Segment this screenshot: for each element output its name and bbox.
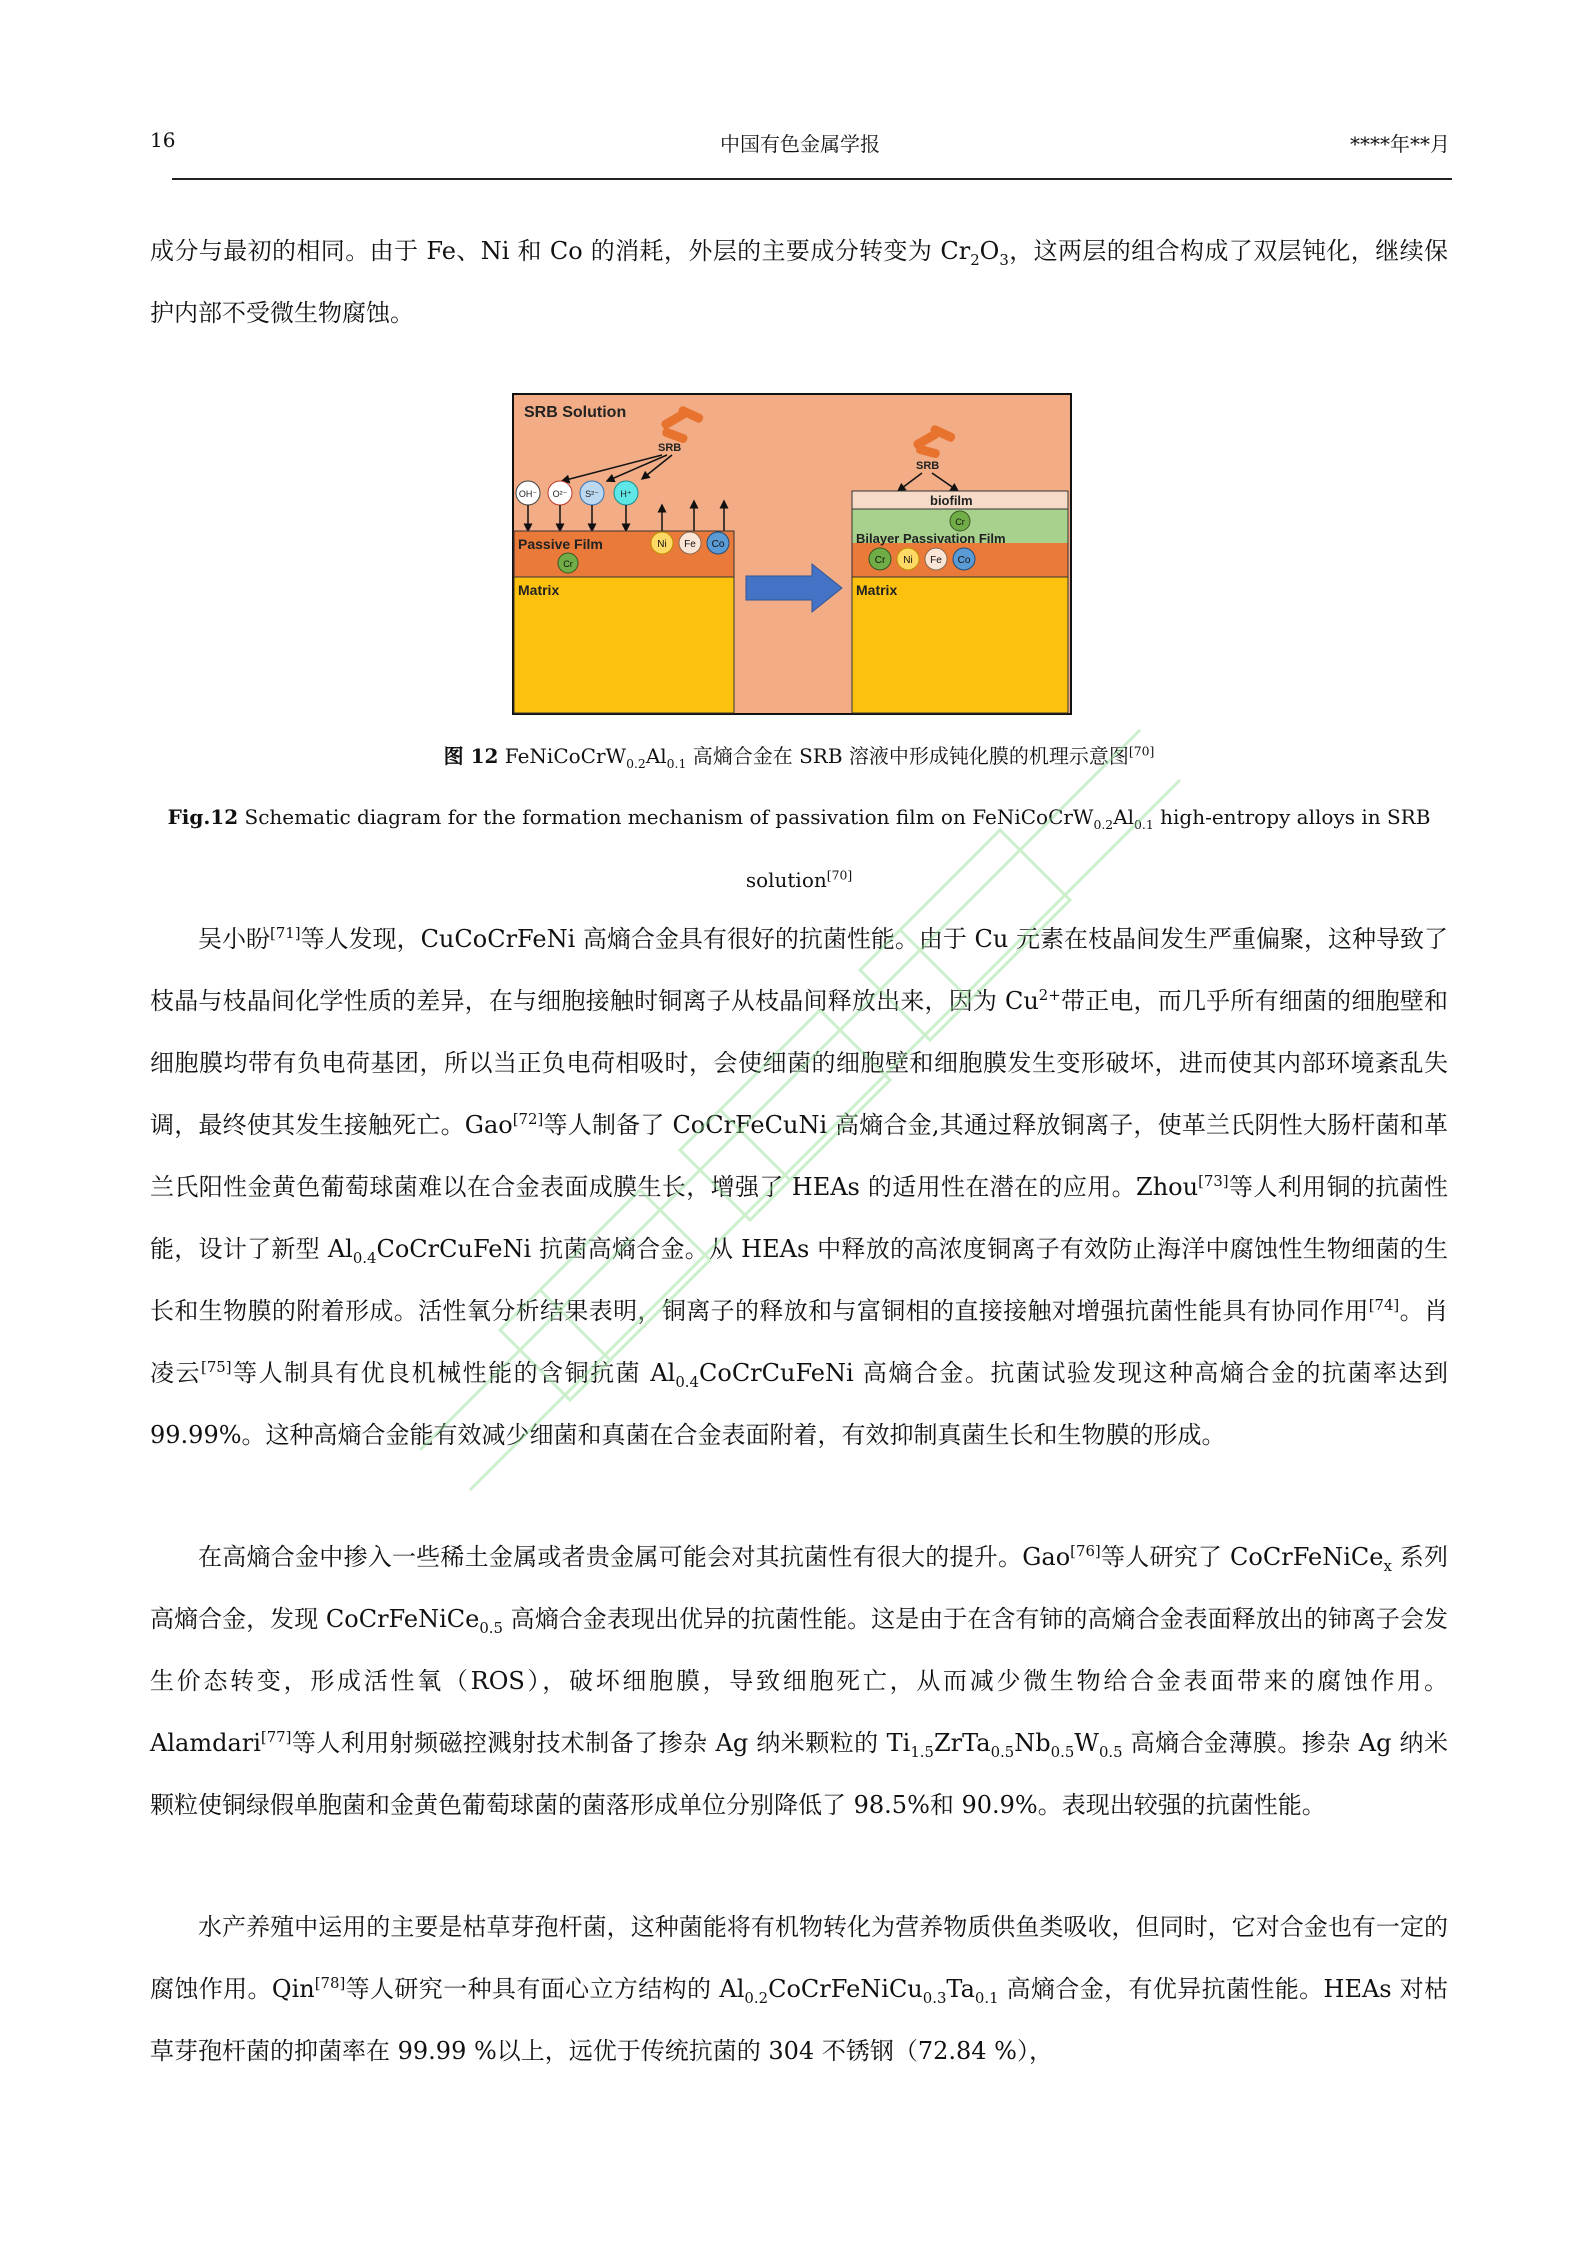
passive-film-label: Passive Film (518, 536, 603, 552)
svg-text:O²⁻: O²⁻ (552, 489, 568, 499)
figure-caption-en: Fig.12 Schematic diagram for the formation mechanism of passivation film on $FeNiCoCrW_{0.2}Al_{0.1}$ high-entropy alloys in SRB (167, 805, 1431, 832)
paragraph-aquaculture: 水产养殖中运用的主要是枯草芽孢杆菌，这种菌能将有机物转化为营养物质供鱼类吸收，但同时，它对合金也有一定的腐蚀作用。Qin[78]等人研究一种具有面心立方结构的 $Al_{0.2}CoCrFeNiCu_{0.3}Ta_{0.1}$ 高熵合金，有优异抗菌性能。HEAs 对枯草芽孢杆菌的抑菌率在 99.99 %以上，远优于传统抗菌的 304 不锈钢（72.84 %）， (150, 1913, 1449, 2065)
passivation-schematic (512, 393, 1072, 715)
matrix-right-label: Matrix (856, 582, 898, 598)
svg-text:Co: Co (711, 539, 725, 550)
page-header (150, 128, 1450, 168)
svg-text:OH⁻: OH⁻ (518, 489, 538, 499)
svg-text:Cr: Cr (955, 517, 965, 527)
paragraph-rare-earth: 在高熵合金中掺入一些稀土金属或者贵金属可能会对其抗菌性有很大的提升。Gao[76]等人研究了 CoCrFeNiCe$_x$ 系列高熵合金，发现 CoCrFeNiCe$_{0.5}$ 高熵合金表现出优异的抗菌性能。这是由于在含有铈的高熵合金表面释放出的铈离子会发生价态转变，形成活性氧（ROS），破坏细胞膜，导致细胞死亡，从而减少微生物给合金表面带来的腐蚀作用。Alamdari[77]等人利用射频磁控溅射技术制备了掺杂 Ag 纳米颗粒的 $Ti_{1.5}ZrTa_{0.5}Nb_{0.5}W_{0.5}$ 高熵合金薄膜。掺杂 Ag 纳米颗粒使铜绿假单胞菌和金黄色葡萄球菌的菌落形成单位分别降低了 98.5%和 90.9%。表现出较强的抗菌性能。 (150, 1542, 1448, 1819)
svg-text:Cr: Cr (563, 559, 573, 569)
solution-label: SRB Solution (524, 404, 627, 421)
ion-oh (516, 481, 540, 505)
matrix-left-label: Matrix (518, 582, 560, 598)
ion-o (548, 481, 572, 505)
ion-h (614, 481, 638, 505)
svg-text:Co: Co (957, 555, 971, 566)
figure-caption-en-line2: solution[70] (745, 867, 853, 892)
biofilm-label: biofilm (930, 493, 973, 508)
svg-text:Ni: Ni (903, 555, 913, 566)
page-number: 16 (150, 128, 176, 152)
svg-text:Ni: Ni (657, 539, 667, 550)
figure-12 (512, 393, 1072, 719)
co-ion-left (707, 532, 729, 554)
svg-text:H⁺: H⁺ (620, 489, 632, 499)
srb-label-right: SRB (916, 460, 940, 472)
bilayer-label: Bilayer Passivation Film (856, 531, 1006, 546)
srb-label-left: SRB (658, 442, 682, 454)
svg-text:Cr: Cr (874, 555, 886, 566)
svg-text:Fe: Fe (930, 555, 942, 566)
fe-ion-left (679, 532, 701, 554)
ni-ion-left (651, 532, 673, 554)
svg-text:Fe: Fe (684, 539, 696, 550)
ni-ion-right (897, 548, 919, 570)
fe-ion-right (925, 548, 947, 570)
intro-paragraph: 成分与最初的相同。由于 Fe、Ni 和 Co 的消耗，外层的主要成分转变为 $Cr_2O_3$，这两层的组合构成了双层钝化，继续保护内部不受微生物腐蚀。 (150, 237, 1448, 327)
cr-ion-biofilm (950, 511, 970, 531)
cr-ion-left (558, 553, 578, 573)
co-ion-right (953, 548, 975, 570)
ion-s (580, 481, 604, 505)
issue-date: ****年**月 (1350, 132, 1450, 156)
svg-text:S²⁻: S²⁻ (585, 489, 599, 499)
journal-title: 中国有色金属学报 (720, 132, 880, 156)
header-rule (172, 178, 1452, 180)
cr-ion-right (869, 548, 891, 570)
paragraph-antibacterial-copper: 吴小盼[71]等人发现，CuCoCrFeNi 高熵合金具有很好的抗菌性能。由于 Cu 元素在枝晶间发生严重偏聚，这种导致了枝晶与枝晶间化学性质的差异，在与细胞接触时铜离子从枝晶间释放出来，因为 $Cu^{2+}$带正电，而几乎所有细菌的细胞壁和细胞膜均带有负电荷基团，所以当正负电荷相吸时，会使细菌的细胞壁和细胞膜发生变形破坏，进而使其内部环境紊乱失调，最终使其发生接触死亡。Gao[72]等人制备了 CoCrFeCuNi 高熵合金,其通过释放铜离子，使革兰氏阴性大肠杆菌和革兰氏阳性金黄色葡萄球菌难以在合金表面成膜生长，增强了 HEAs 的适用性在潜在的应用。Zhou[73]等人利用铜的抗菌性能，设计了新型 $Al_{0.4}CoCrCuFeNi$ 抗菌高熵合金。从 HEAs 中释放的高浓度铜离子有效防止海洋中腐蚀性生物细菌的生长和生物膜的附着形成。活性氧分析结果表明，铜离子的释放和与富铜相的直接接触对增强抗菌性能具有协同作用[74]。肖凌云[75]等人制具有优良机械性能的含铜抗菌 $Al_{0.4}CoCrCuFeNi$ 高熵合金。抗菌试验发现这种高熵合金的抗菌率达到 99.99%。这种高熵合金能有效减少细菌和真菌在合金表面附着，有效抑制真菌生长和生物膜的形成。 (150, 924, 1448, 1449)
figure-caption-cn: 图 12 $FeNiCoCrW_{0.2}Al_{0.1}$ 高熵合金在 SRB 溶液中形成钝化膜的机理示意图[70] (443, 743, 1155, 771)
